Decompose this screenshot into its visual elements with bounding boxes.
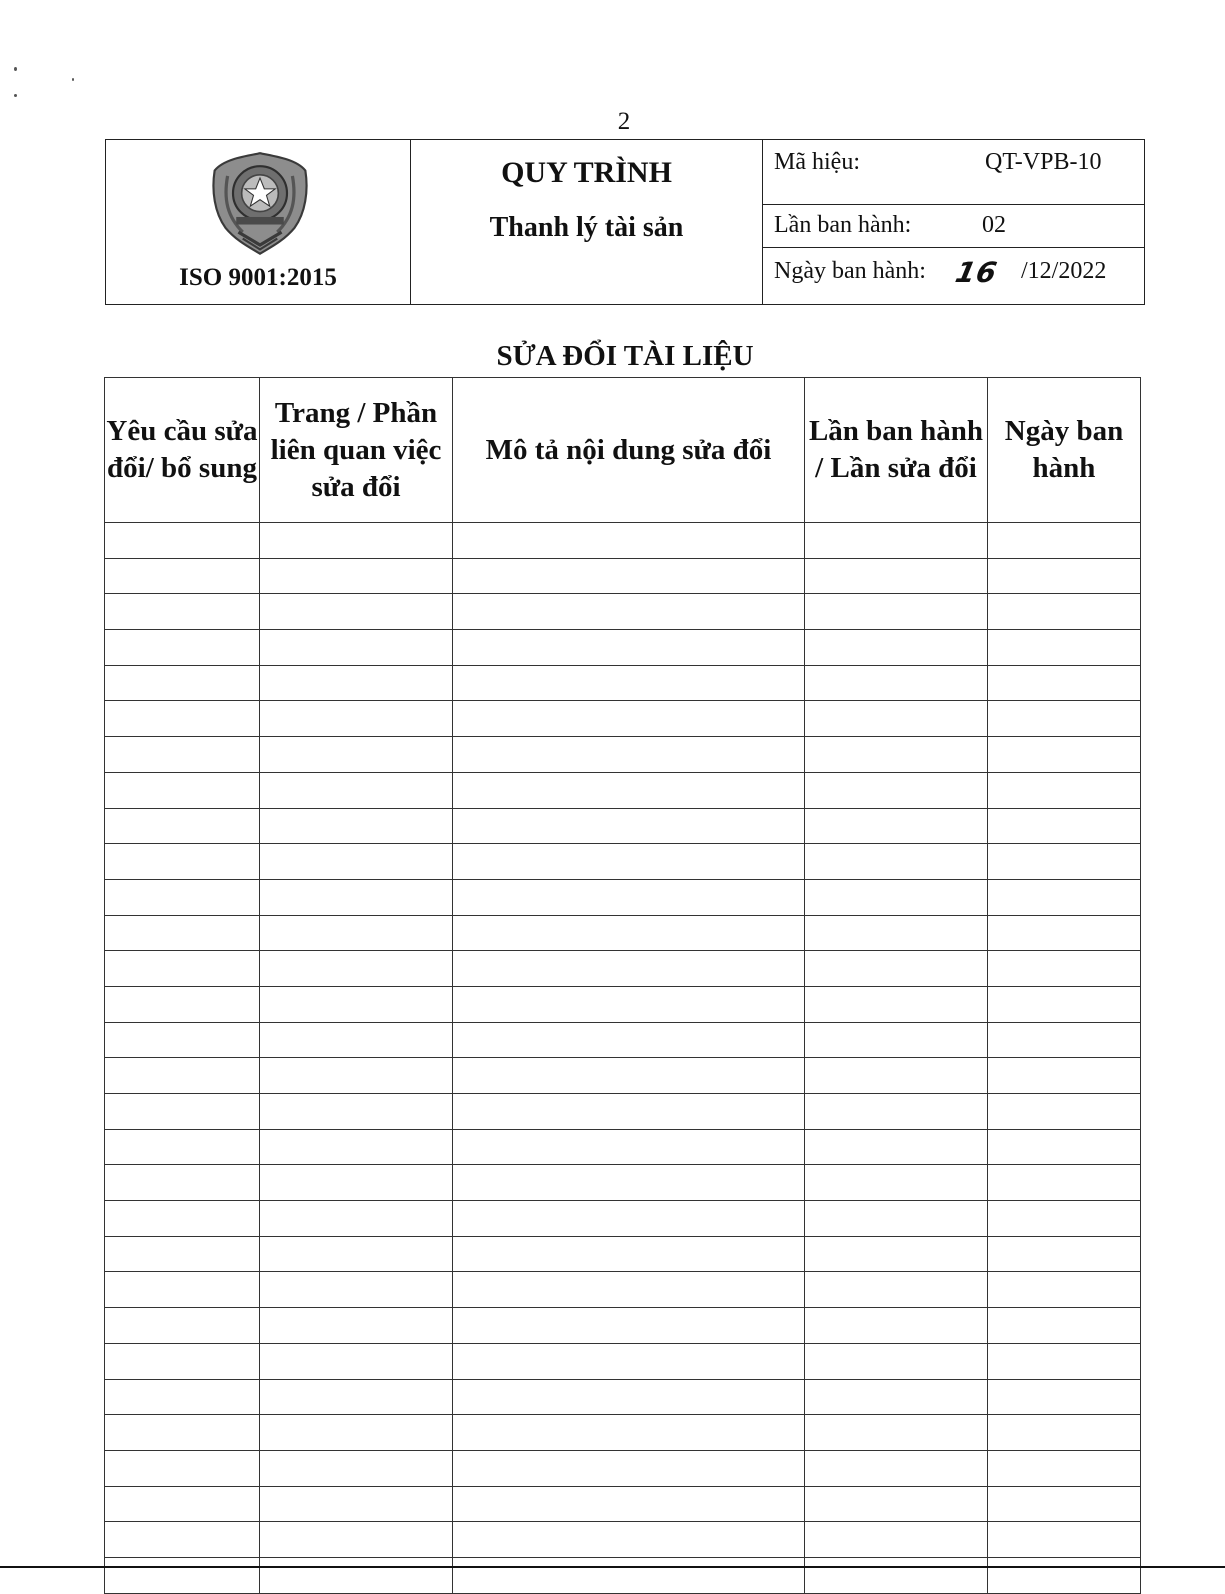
- table-cell: [105, 1272, 260, 1308]
- table-cell: [453, 1450, 805, 1486]
- table-cell: [105, 1379, 260, 1415]
- table-row: [105, 1522, 1141, 1558]
- table-cell: [805, 665, 988, 701]
- table-cell: [988, 844, 1141, 880]
- table-cell: [453, 701, 805, 737]
- table-cell: [453, 1522, 805, 1558]
- table-cell: [105, 701, 260, 737]
- table-row: [105, 1201, 1141, 1237]
- table-cell: [260, 558, 453, 594]
- table-cell: [260, 630, 453, 666]
- table-cell: [988, 1094, 1141, 1130]
- table-cell: [988, 630, 1141, 666]
- table-cell: [105, 951, 260, 987]
- table-cell: [105, 1165, 260, 1201]
- table-cell: [805, 1022, 988, 1058]
- table-row: [105, 1343, 1141, 1379]
- code-value: QT-VPB-10: [985, 149, 1102, 175]
- table-cell: [988, 737, 1141, 773]
- table-cell: [805, 630, 988, 666]
- table-cell: [105, 986, 260, 1022]
- table-cell: [105, 1486, 260, 1522]
- date-label: Ngày ban hành:: [774, 258, 926, 284]
- table-cell: [988, 1201, 1141, 1237]
- table-cell: [453, 1272, 805, 1308]
- table-cell: [260, 986, 453, 1022]
- table-cell: [260, 879, 453, 915]
- table-cell: [805, 986, 988, 1022]
- table-cell: [453, 1415, 805, 1451]
- table-cell: [453, 630, 805, 666]
- table-cell: [453, 665, 805, 701]
- revision-title: SỬA ĐỔI TÀI LIỆU: [496, 340, 754, 372]
- table-cell: [260, 1415, 453, 1451]
- table-cell: [988, 1522, 1141, 1558]
- document-header: [105, 139, 1145, 305]
- table-cell: [453, 1129, 805, 1165]
- scan-speck: [72, 78, 74, 81]
- table-cell: [805, 951, 988, 987]
- table-row: [105, 1308, 1141, 1344]
- scan-speck: [14, 67, 17, 71]
- table-cell: [988, 915, 1141, 951]
- table-cell: [453, 1201, 805, 1237]
- column-header-page-section: Trang / Phần liên quan việc sửa đổi: [260, 378, 453, 523]
- table-cell: [805, 1201, 988, 1237]
- table-cell: [988, 558, 1141, 594]
- table-cell: [805, 1308, 988, 1344]
- page-number: 2: [617, 108, 631, 135]
- table-cell: [453, 1022, 805, 1058]
- date-row: [763, 248, 1144, 306]
- table-row: [105, 523, 1141, 559]
- table-cell: [453, 879, 805, 915]
- iso-standard: ISO 9001:2015: [179, 264, 337, 291]
- table-cell: [805, 1557, 988, 1593]
- table-cell: [105, 558, 260, 594]
- column-header-issue-date: Ngày ban hành: [988, 378, 1141, 523]
- table-cell: [260, 808, 453, 844]
- table-cell: [105, 808, 260, 844]
- table-cell: [260, 1522, 453, 1558]
- table-cell: [105, 1094, 260, 1130]
- table-cell: [260, 915, 453, 951]
- table-row: [105, 630, 1141, 666]
- police-emblem-icon: [206, 150, 314, 258]
- table-cell: [988, 701, 1141, 737]
- table-cell: [805, 1058, 988, 1094]
- table-cell: [105, 1557, 260, 1593]
- table-cell: [988, 523, 1141, 559]
- table-row: [105, 1450, 1141, 1486]
- handwritten-day: 16: [952, 256, 1001, 289]
- document-name: Thanh lý tài sản: [489, 212, 684, 243]
- table-row: [105, 951, 1141, 987]
- table-row: [105, 1272, 1141, 1308]
- table-cell: [805, 558, 988, 594]
- table-cell: [453, 1165, 805, 1201]
- table-cell: [805, 1094, 988, 1130]
- table-cell: [988, 1129, 1141, 1165]
- table-cell: [805, 1236, 988, 1272]
- table-cell: [105, 1308, 260, 1344]
- table-cell: [453, 1094, 805, 1130]
- table-cell: [260, 1165, 453, 1201]
- table-row: [105, 737, 1141, 773]
- table-cell: [988, 1022, 1141, 1058]
- table-cell: [988, 1165, 1141, 1201]
- table-cell: [988, 772, 1141, 808]
- table-cell: [805, 1450, 988, 1486]
- table-cell: [988, 1308, 1141, 1344]
- table-cell: [105, 523, 260, 559]
- table-cell: [805, 1272, 988, 1308]
- document-type: QUY TRÌNH: [501, 156, 672, 189]
- table-row: [105, 1379, 1141, 1415]
- table-cell: [260, 772, 453, 808]
- table-cell: [105, 630, 260, 666]
- table-cell: [805, 594, 988, 630]
- column-header-description: Mô tả nội dung sửa đổi: [453, 378, 805, 523]
- page-bottom-rule: [0, 1566, 1225, 1568]
- table-row: [105, 772, 1141, 808]
- table-cell: [988, 1272, 1141, 1308]
- table-cell: [453, 1058, 805, 1094]
- table-cell: [805, 808, 988, 844]
- table-cell: [805, 701, 988, 737]
- table-row: [105, 1486, 1141, 1522]
- table-cell: [988, 665, 1141, 701]
- table-cell: [988, 879, 1141, 915]
- table-cell: [988, 1450, 1141, 1486]
- table-row: [105, 1165, 1141, 1201]
- table-cell: [453, 1236, 805, 1272]
- table-cell: [805, 1343, 988, 1379]
- table-cell: [105, 1415, 260, 1451]
- table-cell: [260, 1486, 453, 1522]
- table-cell: [805, 772, 988, 808]
- table-row: [105, 558, 1141, 594]
- revision-table: [104, 377, 1141, 1594]
- table-row: [105, 808, 1141, 844]
- date-value: /12/2022: [1021, 258, 1107, 284]
- table-cell: [260, 701, 453, 737]
- table-cell: [260, 951, 453, 987]
- table-cell: [260, 1450, 453, 1486]
- table-cell: [260, 1343, 453, 1379]
- table-cell: [988, 1058, 1141, 1094]
- table-cell: [988, 808, 1141, 844]
- table-cell: [988, 1557, 1141, 1593]
- table-row: [105, 1557, 1141, 1593]
- table-cell: [105, 1022, 260, 1058]
- table-row: [105, 1129, 1141, 1165]
- table-cell: [988, 986, 1141, 1022]
- table-cell: [260, 1308, 453, 1344]
- table-cell: [105, 915, 260, 951]
- table-cell: [453, 915, 805, 951]
- table-cell: [988, 1415, 1141, 1451]
- edition-label: Lần ban hành:: [774, 212, 912, 238]
- table-cell: [105, 665, 260, 701]
- table-cell: [453, 844, 805, 880]
- table-cell: [805, 1486, 988, 1522]
- table-cell: [988, 1236, 1141, 1272]
- table-cell: [260, 1201, 453, 1237]
- table-cell: [260, 1272, 453, 1308]
- table-cell: [805, 737, 988, 773]
- title-cell: [411, 140, 763, 304]
- table-cell: [805, 1522, 988, 1558]
- table-cell: [260, 1379, 453, 1415]
- table-row: [105, 1022, 1141, 1058]
- table-cell: [453, 1486, 805, 1522]
- table-cell: [105, 737, 260, 773]
- table-cell: [805, 1165, 988, 1201]
- table-row: [105, 1094, 1141, 1130]
- table-cell: [805, 844, 988, 880]
- table-row: [105, 844, 1141, 880]
- table-cell: [988, 1379, 1141, 1415]
- column-header-request: Yêu cầu sửa đổi/ bổ sung: [105, 378, 260, 523]
- revision-header-row: [105, 378, 1141, 523]
- table-row: [105, 879, 1141, 915]
- edition-row: [763, 205, 1144, 248]
- table-cell: [805, 523, 988, 559]
- table-row: [105, 1415, 1141, 1451]
- table-cell: [105, 1522, 260, 1558]
- table-cell: [105, 844, 260, 880]
- table-cell: [988, 594, 1141, 630]
- table-cell: [453, 1343, 805, 1379]
- table-cell: [453, 523, 805, 559]
- table-cell: [260, 1557, 453, 1593]
- table-cell: [260, 1129, 453, 1165]
- table-cell: [105, 1201, 260, 1237]
- code-row: [763, 140, 1144, 205]
- table-cell: [260, 523, 453, 559]
- table-cell: [988, 1486, 1141, 1522]
- table-cell: [105, 1129, 260, 1165]
- column-header-edition: Lần ban hành / Lần sửa đổi: [805, 378, 988, 523]
- table-cell: [453, 1379, 805, 1415]
- table-cell: [105, 1058, 260, 1094]
- table-cell: [453, 1308, 805, 1344]
- table-cell: [260, 737, 453, 773]
- revision-rows: [105, 523, 1141, 1594]
- table-row: [105, 986, 1141, 1022]
- table-cell: [260, 1236, 453, 1272]
- table-row: [105, 701, 1141, 737]
- table-cell: [260, 844, 453, 880]
- table-cell: [260, 1094, 453, 1130]
- table-cell: [453, 986, 805, 1022]
- table-cell: [453, 772, 805, 808]
- table-cell: [453, 737, 805, 773]
- table-cell: [105, 594, 260, 630]
- code-label: Mã hiệu:: [774, 149, 860, 175]
- table-cell: [805, 879, 988, 915]
- table-cell: [453, 558, 805, 594]
- table-row: [105, 1236, 1141, 1272]
- table-row: [105, 915, 1141, 951]
- table-row: [105, 665, 1141, 701]
- edition-value: 02: [982, 212, 1006, 238]
- table-cell: [805, 1379, 988, 1415]
- table-cell: [105, 1236, 260, 1272]
- table-cell: [453, 951, 805, 987]
- table-cell: [988, 1343, 1141, 1379]
- table-cell: [260, 594, 453, 630]
- table-row: [105, 594, 1141, 630]
- table-cell: [805, 1415, 988, 1451]
- table-cell: [453, 594, 805, 630]
- table-cell: [260, 1022, 453, 1058]
- table-row: [105, 1058, 1141, 1094]
- table-cell: [105, 1343, 260, 1379]
- table-cell: [453, 1557, 805, 1593]
- table-cell: [453, 808, 805, 844]
- table-cell: [105, 879, 260, 915]
- table-cell: [105, 772, 260, 808]
- table-cell: [988, 951, 1141, 987]
- table-cell: [260, 1058, 453, 1094]
- meta-cell: [763, 140, 1144, 304]
- table-cell: [105, 1450, 260, 1486]
- table-cell: [260, 665, 453, 701]
- table-cell: [805, 1129, 988, 1165]
- table-cell: [805, 915, 988, 951]
- scan-speck: [14, 94, 17, 97]
- logo-cell: [106, 140, 411, 304]
